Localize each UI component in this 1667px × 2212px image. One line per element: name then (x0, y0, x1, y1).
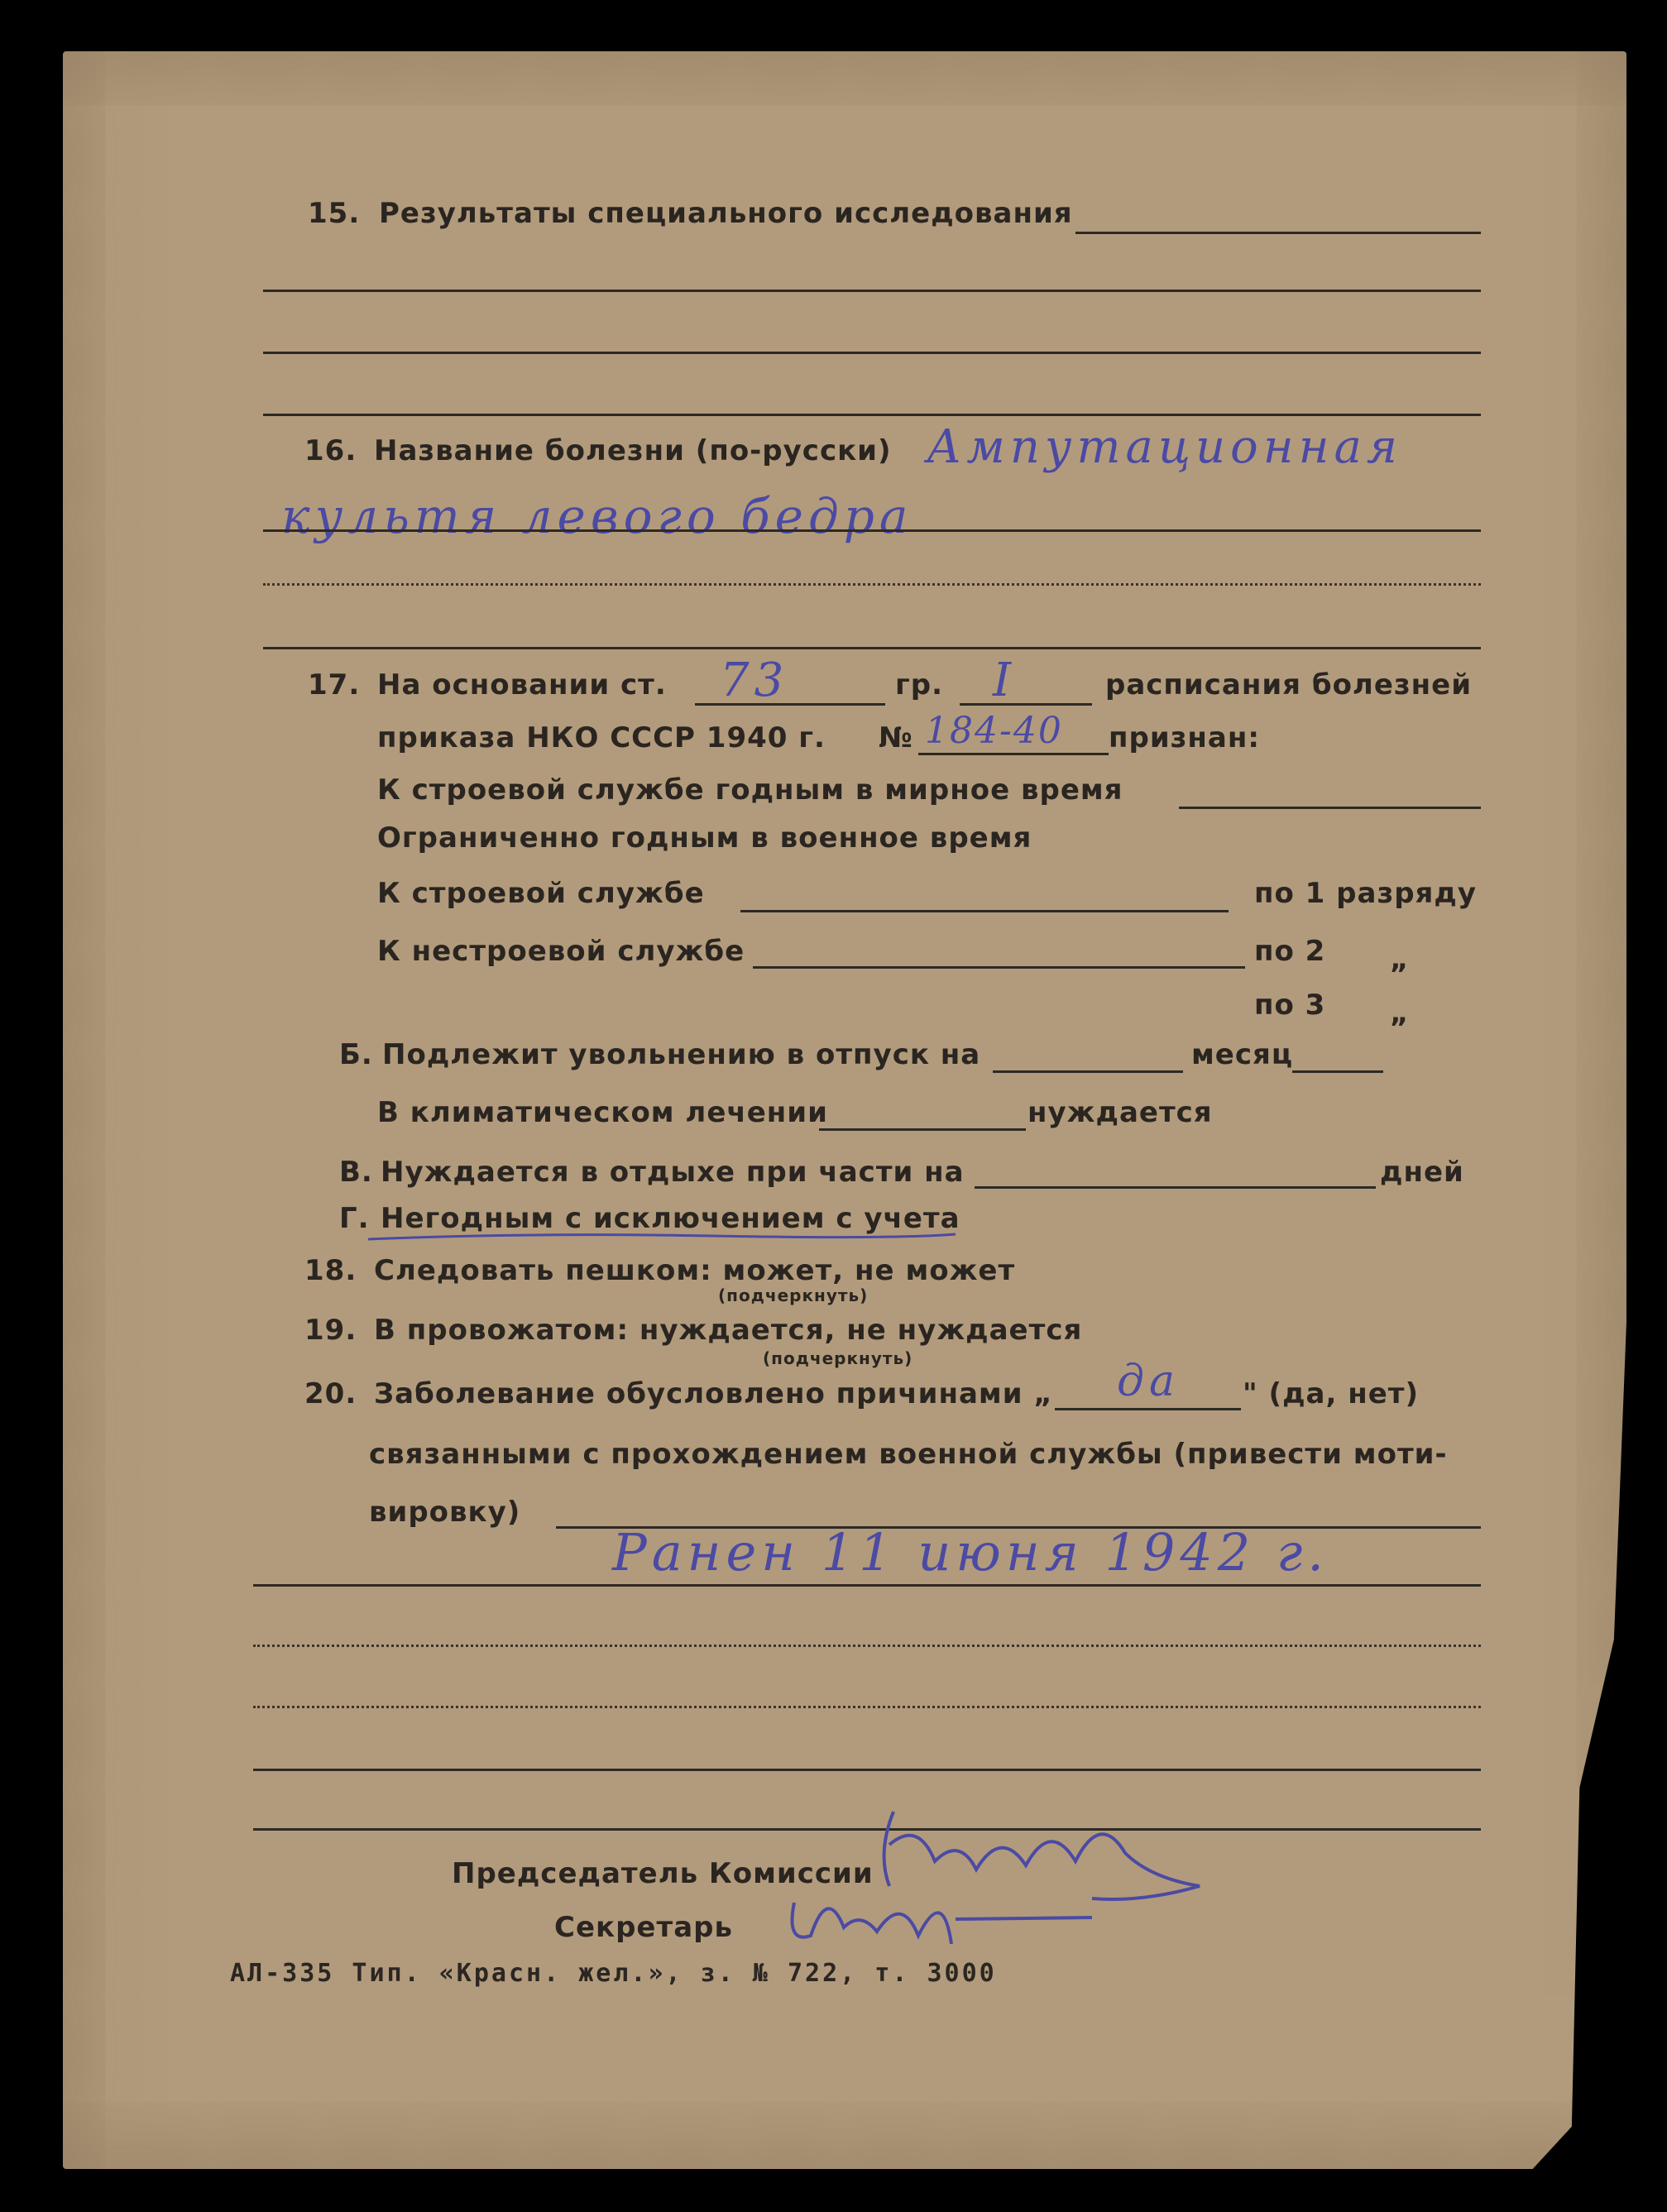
chairman-label: Председатель Комиссии (452, 1857, 874, 1890)
itemB-month-fill (1292, 1070, 1383, 1073)
itemG-underline (364, 1224, 960, 1249)
itemV-fill (975, 1186, 1376, 1189)
item17-group-line (960, 703, 1092, 706)
item17-number: 17. (308, 668, 361, 701)
item15-line-3 (263, 352, 1481, 354)
item19-hint: (подчеркнуть) (763, 1348, 913, 1368)
printer-imprint: АЛ-335 Тип. «Красн. жел.», з. № 722, т. 3000 (230, 1959, 997, 1988)
itemG-letter: Г. (339, 1202, 370, 1235)
item17-label-d: признан: (1109, 721, 1260, 754)
itemV-letter: В. (339, 1156, 373, 1189)
item16-label: Название болезни (по-русски) (374, 434, 892, 467)
item17-ditto-2: „ (1390, 997, 1410, 1030)
item19-label: В провожатом: нуждается, не нуждается (374, 1314, 1083, 1347)
secretary-signature (778, 1870, 1109, 1969)
itemB-climate-b: нуждается (1028, 1096, 1213, 1129)
item18-label: Следовать пешком: может, не может (374, 1254, 1016, 1287)
item17-label-gr: гр. (895, 668, 944, 701)
item20-reason-line-4 (253, 1706, 1481, 1708)
item20-label-a: Заболевание обусловлено причинами „ (374, 1377, 1053, 1410)
item20-label-c: связанными с прохождением военной службы (привести моти- (369, 1438, 1448, 1471)
item20-label-b: " (да, нет) (1243, 1377, 1420, 1410)
itemB-climate-a: В климатическом лечении (377, 1096, 828, 1129)
item17-combat-fill (740, 910, 1229, 912)
item16-handwritten-2: культя левого бедра (281, 488, 913, 544)
item17-cat1: по 1 разряду (1254, 877, 1478, 910)
item18-hint: (подчеркнуть) (718, 1286, 869, 1305)
item15-label: Результаты специального исследования (379, 197, 1073, 230)
item17-ditto-1: „ (1390, 943, 1410, 976)
secretary-signature-path (793, 1903, 1093, 1944)
itemV-days: дней (1380, 1156, 1464, 1189)
item17-hw-article: 73 (720, 654, 789, 707)
item19-number: 19. (304, 1314, 357, 1347)
itemG-label: Негодным с исключением с учета (381, 1202, 960, 1235)
item20-hw-reason: Ранен 11 июня 1942 г. (612, 1522, 1329, 1582)
item15-number: 15. (308, 197, 361, 230)
item16-line-2 (263, 529, 1481, 532)
item17-hw-group: I (993, 654, 1017, 707)
item15-fill-line (1075, 232, 1481, 234)
item20-label-d: вировку) (369, 1496, 521, 1529)
item20-reason-line-5 (253, 1769, 1481, 1771)
item15-line-4 (263, 414, 1481, 416)
item15-line-2 (263, 290, 1481, 292)
item17-noncombat-fill (753, 966, 1245, 969)
item20-reason-line-3 (253, 1645, 1481, 1647)
item17-peace-fill (1179, 807, 1481, 809)
itemB-month: месяц (1191, 1038, 1294, 1071)
item17-cat2: по 2 (1254, 935, 1326, 968)
item20-hw-answer: да (1117, 1357, 1180, 1406)
item17-war-line: Ограниченно годным в военное время (377, 821, 1032, 855)
item17-label-no: № (879, 721, 913, 754)
item20-number: 20. (304, 1377, 357, 1410)
item17-article-line (695, 703, 885, 706)
item17-peace-line: К строевой службе годным в мирное время (377, 773, 1123, 807)
item17-noncombat-line: К нестроевой службе (377, 935, 745, 968)
item20-answer-line (1055, 1408, 1241, 1410)
item16-handwritten-1: Ампутационная (927, 420, 1402, 474)
itemV-label: Нуждается в отдыхе при части на (381, 1156, 965, 1189)
item17-combat-line: К строевой службе (377, 877, 705, 910)
item17-label-a: На основании ст. (377, 668, 667, 701)
item16-line-3 (263, 583, 1481, 586)
item17-label-c: приказа НКО СССР 1940 г. (377, 721, 826, 754)
itemG-underline-path (368, 1234, 956, 1239)
item16-line-4 (263, 647, 1481, 649)
item17-hw-order: 184-40 (925, 710, 1063, 752)
item18-number: 18. (304, 1254, 357, 1287)
secretary-label: Секретарь (554, 1911, 733, 1944)
itemB-leave-fill (993, 1070, 1183, 1073)
itemB-label: Подлежит увольнению в отпуск на (382, 1038, 981, 1071)
itemB-climate-fill (819, 1128, 1026, 1131)
item16-number: 16. (304, 434, 357, 467)
item17-label-b: расписания болезней (1105, 668, 1473, 701)
item17-order-line (918, 753, 1109, 755)
item17-cat3: по 3 (1254, 989, 1326, 1022)
item20-reason-line-2 (253, 1584, 1481, 1587)
itemB-letter: Б. (339, 1038, 373, 1071)
